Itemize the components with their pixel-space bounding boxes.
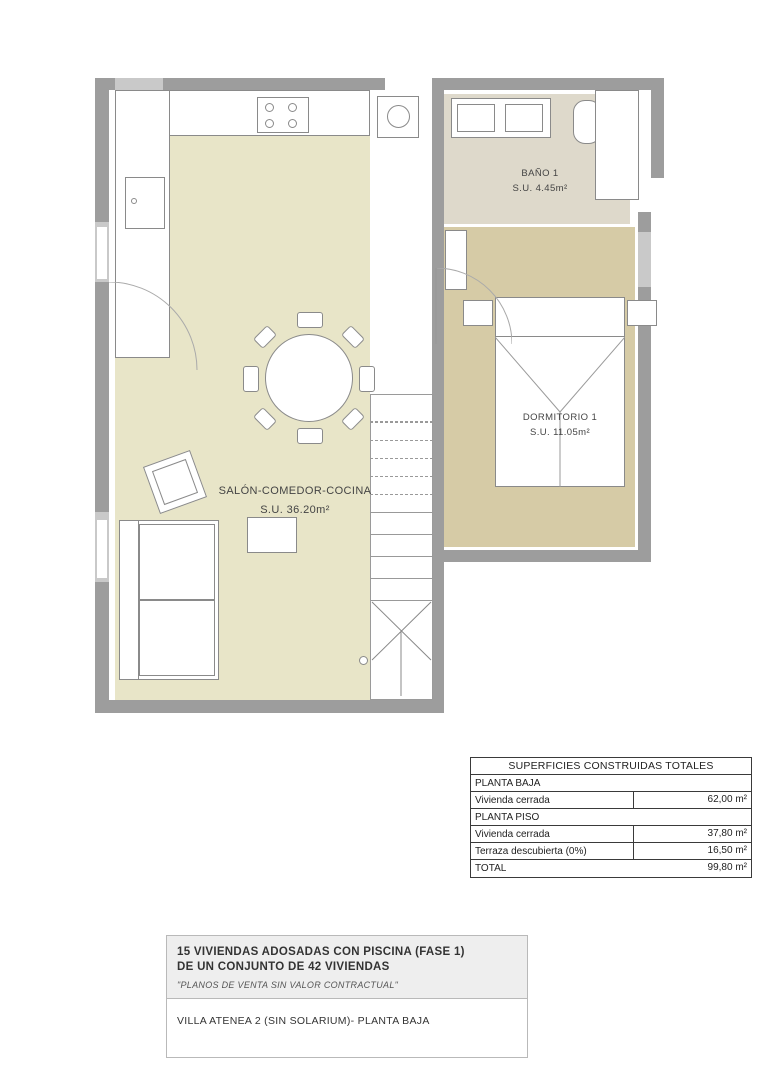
table-row-total [471, 860, 751, 877]
burner-4 [288, 119, 297, 128]
row-label: Vivienda cerrada [475, 794, 550, 806]
wall-bedroom-bottom [432, 550, 651, 562]
section-label-planta-baja: PLANTA BAJA [475, 777, 541, 789]
sofa-back [119, 520, 139, 680]
sofa-cushion-2 [139, 600, 215, 676]
dining-table [265, 334, 353, 422]
disclaimer-text: "PLANOS DE VENTA SIN VALOR CONTRACTUAL" [177, 980, 399, 990]
project-title-line-2: DE UN CONJUNTO DE 42 VIVIENDAS [177, 961, 390, 973]
stair-landing [370, 394, 433, 422]
room-area-bath: S.U. 4.45m² [512, 183, 568, 194]
dining-chair-1 [297, 312, 323, 328]
total-label: TOTAL [475, 863, 507, 874]
stair-step [370, 578, 433, 579]
stair-direction-arrow [370, 600, 433, 700]
dining-chair-2 [297, 428, 323, 444]
project-title-line-1: 15 VIVIENDAS ADOSADAS CON PISCINA (FASE 1) [177, 946, 465, 958]
burner-3 [265, 119, 274, 128]
burner-2 [288, 103, 297, 112]
coffee-table [247, 517, 297, 553]
wall-left [95, 78, 109, 713]
bath-basin-2 [505, 104, 543, 132]
table-row [471, 792, 751, 809]
total-value: 99,80 m² [707, 862, 747, 873]
wall-middle-vertical [432, 78, 444, 713]
stair-step [370, 422, 433, 423]
nightstand-right [627, 300, 657, 326]
washing-machine-door [387, 105, 410, 128]
stair-newel-post [359, 656, 368, 665]
room-area-living: S.U. 36.20m² [260, 504, 330, 516]
surfaces-table-title: SUPERFICIES CONSTRUIDAS TOTALES [508, 760, 714, 772]
stair-step [370, 476, 433, 477]
kitchen-tap [131, 198, 137, 204]
wall-accent-top-1 [115, 78, 163, 90]
stair-step [370, 556, 433, 557]
shower-tray [595, 90, 639, 200]
wall-right-upper [651, 78, 664, 178]
room-label-living: SALÓN-COMEDOR-COCINA [218, 485, 372, 497]
stair-step [370, 458, 433, 459]
row-label: Terraza descubierta (0%) [475, 845, 587, 857]
row-value: 37,80 m² [633, 826, 751, 842]
title-block [166, 935, 528, 1058]
dining-chair-3 [243, 366, 259, 392]
living-door-swing [109, 282, 199, 372]
room-label-bedroom: DORMITORIO 1 [522, 412, 598, 423]
surfaces-table [470, 757, 752, 878]
surfaces-section-heading [471, 809, 751, 826]
plan-name: VILLA ATENEA 2 (SIN SOLARIUM)- PLANTA BAJA [177, 1015, 430, 1027]
room-area-bedroom: S.U. 11.05m² [529, 427, 591, 438]
bed-pillow-area [495, 297, 625, 337]
surfaces-table-title-row [471, 758, 751, 775]
table-row [471, 826, 751, 843]
bedroom-door-swing [432, 268, 512, 348]
window-left-lower [97, 520, 107, 578]
row-label: Vivienda cerrada [475, 828, 550, 840]
wall-stair-bottom [373, 700, 433, 713]
wall-accent-right-1 [638, 232, 651, 287]
window-left-upper [97, 227, 107, 279]
wall-bottom [95, 700, 385, 713]
cooktop [257, 97, 309, 133]
title-block-body [167, 999, 527, 1057]
surfaces-section-heading [471, 775, 751, 792]
section-label-planta-piso: PLANTA PISO [475, 811, 540, 823]
bath-basin-1 [457, 104, 495, 132]
room-label-bath: BAÑO 1 [521, 168, 559, 179]
row-value: 62,00 m² [633, 792, 751, 808]
wall-top-right [432, 78, 664, 90]
dining-chair-4 [359, 366, 375, 392]
row-value: 16,50 m² [633, 843, 751, 859]
title-block-header [167, 936, 527, 999]
stair-step [370, 534, 433, 535]
stair-step [370, 440, 433, 441]
table-row [471, 843, 751, 860]
burner-1 [265, 103, 274, 112]
floor-plan [95, 72, 670, 722]
sofa-cushion-1 [139, 524, 215, 600]
